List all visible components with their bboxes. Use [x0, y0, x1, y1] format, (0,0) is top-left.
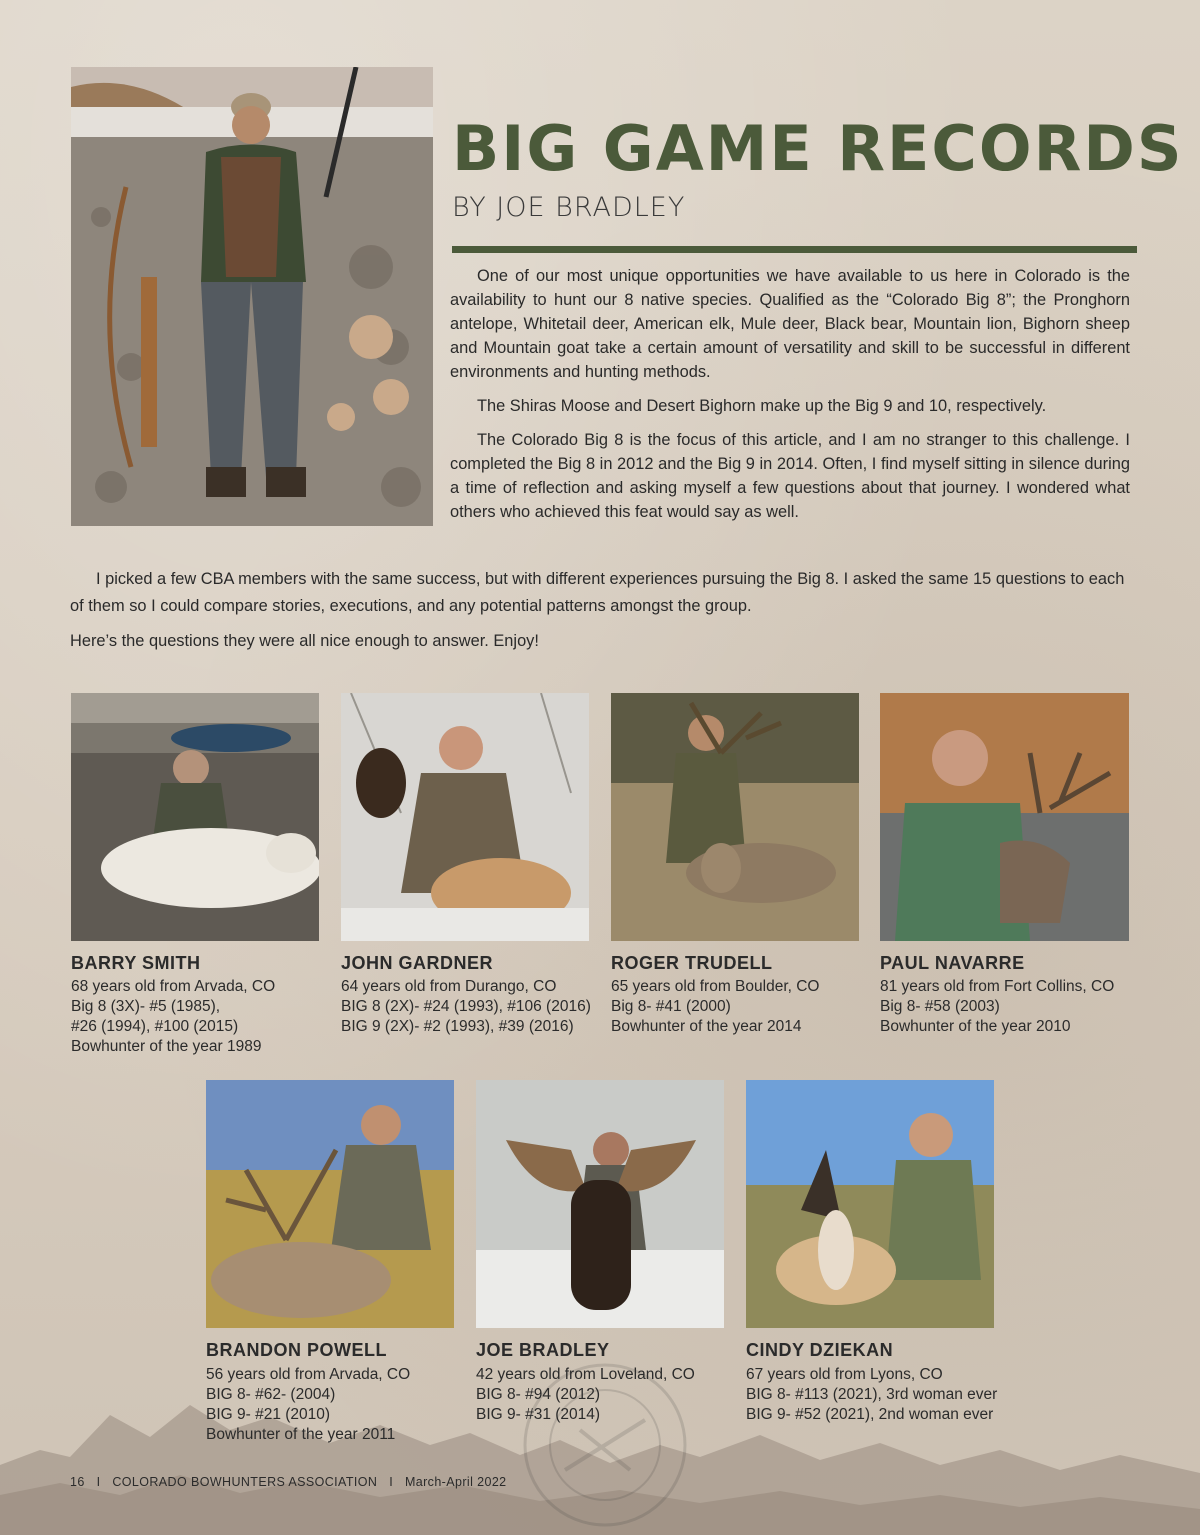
hunter-name: BRANDON POWELL [206, 1340, 387, 1360]
detail-line: BIG 9 (2X)- #2 (1993), #39 (2016) [341, 1018, 574, 1035]
hunter-details [71, 977, 275, 1057]
hunter-name: BARRY SMITH [71, 953, 201, 973]
detail-line: 67 years old from Lyons, CO [746, 1366, 943, 1383]
detail-line: Bowhunter of the year 2011 [206, 1426, 396, 1443]
footer-separator: I [96, 1475, 101, 1489]
hunter-name: ROGER TRUDELL [611, 953, 773, 973]
hunter-photo-roger-trudell [611, 693, 859, 941]
hunter-photo-john-gardner [341, 693, 589, 941]
detail-line: Big 8- #58 (2003) [880, 998, 1000, 1015]
detail-line: BIG 8 (2X)- #24 (1993), #106 (2016) [341, 998, 591, 1015]
hero-photo-hunter-with-bow [71, 67, 433, 526]
paragraph: The Shiras Moose and Desert Bighorn make up the Big 9 and 10, respectively. [477, 397, 1047, 415]
detail-line: Bowhunter of the year 2010 [880, 1018, 1071, 1035]
detail-line: BIG 9- #52 (2021), 2nd woman ever [746, 1406, 994, 1423]
hunter-photo-barry-smith [71, 693, 319, 941]
article-title: BIG GAME RECORDS [452, 112, 1184, 185]
hunter-photo-brandon-powell [206, 1080, 454, 1328]
detail-line: 65 years old from Boulder, CO [611, 978, 820, 995]
detail-line: 64 years old from Durango, CO [341, 978, 557, 995]
detail-line: 56 years old from Arvada, CO [206, 1366, 411, 1383]
detail-line: Big 8- #41 (2000) [611, 998, 731, 1015]
paragraph: Here’s the questions they were all nice enough to answer. Enjoy! [70, 632, 539, 650]
body-text [70, 566, 1130, 663]
detail-line: BIG 8- #62- (2004) [206, 1386, 336, 1403]
hunter-details [206, 1365, 410, 1445]
detail-line: Bowhunter of the year 2014 [611, 1018, 802, 1035]
detail-line: BIG 9- #21 (2010) [206, 1406, 331, 1423]
paragraph: I picked a few CBA members with the same success, but with different experiences pursuing the Big 8. I asked the same 15 questions to each of them so I could compare stories, executions, and any potential patterns amongst the group. [70, 570, 1125, 615]
issue-date: March-April 2022 [404, 1475, 507, 1489]
publication-name: COLORADO BOWHUNTERS ASSOCIATION [112, 1475, 378, 1489]
hunter-details [341, 977, 591, 1037]
title-rule [452, 246, 1137, 253]
detail-line: BIG 8- #113 (2021), 3rd woman ever [746, 1386, 998, 1403]
detail-line: BIG 8- #94 (2012) [476, 1386, 601, 1403]
hunter-details [611, 977, 820, 1037]
paragraph: One of our most unique opportunities we have available to us here in Colorado is the availability to hunt our 8 native species. Qualified as the “Colorado Big 8”; the Pronghorn antelope, Whitetail deer, American elk, Mule deer, Black bear, Mountain lion, Bighorn sheep and Mountain goat take a certain amount of versatility and skill to be successful in different environments and hunting methods. [450, 267, 1130, 381]
detail-line: 68 years old from Arvada, CO [71, 978, 276, 995]
detail-line: 81 years old from Fort Collins, CO [880, 978, 1115, 995]
hunter-name: JOHN GARDNER [341, 953, 494, 973]
hunter-details [476, 1365, 695, 1425]
hunter-photo-cindy-dziekan [746, 1080, 994, 1328]
detail-line: 42 years old from Loveland, CO [476, 1366, 695, 1383]
hunter-photo-paul-navarre [880, 693, 1129, 941]
article-byline: BY JOE BRADLEY [452, 192, 686, 223]
hunter-details [880, 977, 1114, 1037]
hunter-photo-joe-bradley [476, 1080, 724, 1328]
hunter-name: JOE BRADLEY [476, 1340, 610, 1360]
hunter-details [746, 1365, 997, 1425]
footer-separator: I [389, 1475, 394, 1489]
detail-line: Bowhunter of the year 1989 [71, 1038, 262, 1055]
page-number: 16 [70, 1475, 85, 1489]
hunter-name: PAUL NAVARRE [880, 953, 1025, 973]
intro-text [450, 264, 1130, 534]
page-footer [70, 1475, 507, 1489]
detail-line: BIG 9- #31 (2014) [476, 1406, 601, 1423]
paragraph: The Colorado Big 8 is the focus of this article, and I am no stranger to this challenge. I completed the Big 8 in 2012 and the Big 9 in 2014. Often, I find myself sitting in silence during a time of reflection and asking myself a few questions about that journey. I wondered what others who achieved this feat would say as well. [450, 431, 1130, 521]
detail-line: Big 8 (3X)- #5 (1985), [71, 998, 221, 1015]
detail-line: #26 (1994), #100 (2015) [71, 1018, 239, 1035]
hunter-name: CINDY DZIEKAN [746, 1340, 894, 1360]
